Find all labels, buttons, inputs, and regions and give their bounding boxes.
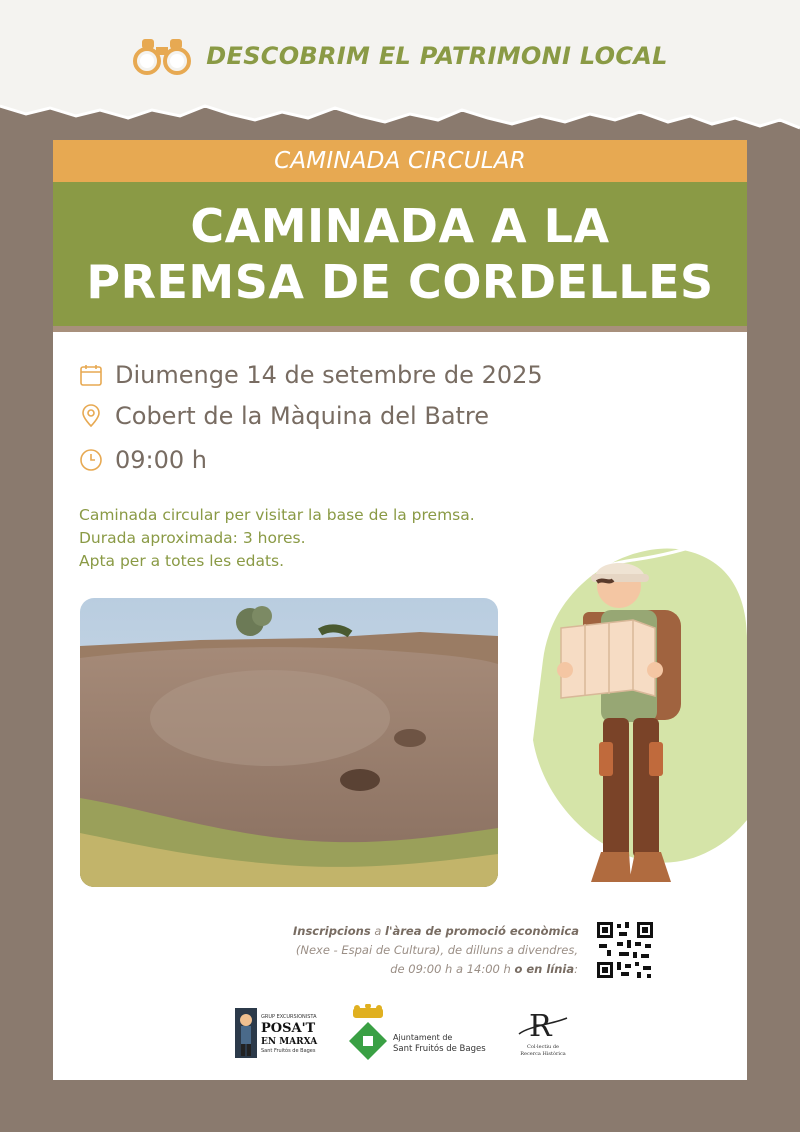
recerca-historica-logo [513,1008,573,1060]
collection-line1: Col·lectiu de [527,1044,559,1050]
registration-colon: : [574,962,578,976]
hiker-illustration [483,520,747,920]
description-line: Caminada circular per visitar la base de la premsa. [79,506,475,524]
date-row [79,361,543,389]
event-title-line2: PREMSA DE CORDELLES [86,255,714,309]
council-line2: Sant Fruitós de Bages [393,1044,486,1054]
registration-mid: a [370,924,386,938]
registration-place: l'àrea de promoció econòmica [385,924,579,938]
event-date: Diumenge 14 de setembre de 2025 [115,361,543,389]
registration-line3 [293,960,578,979]
clock-icon [79,448,103,472]
group-small-text: GRUP EXCURSIONISTA [261,1014,317,1020]
binoculars-icon [132,37,192,75]
location-pin-icon [79,404,103,428]
event-card [53,140,747,1080]
event-title-line1: CAMINADA A LA [190,199,610,253]
header-title: DESCOBRIM EL PATRIMONI LOCAL [206,42,668,70]
group-town: Sant Fruitós de Bages [261,1048,316,1054]
ajuntament-logo [349,1004,499,1064]
group-name-2: EN MARXA [261,1037,318,1047]
registration-hours: de 09:00 h a 14:00 h [390,962,515,976]
svg-text:R: R [529,1009,552,1044]
time-row [79,446,207,474]
calendar-icon [79,363,103,387]
qr-code[interactable] [595,920,655,980]
registration-line2: (Nexe - Espai de Cultura), de dilluns a divendres, [295,943,578,957]
description [79,504,499,573]
location-row [79,402,489,430]
group-name-1: POSA'T [261,1021,316,1036]
title-bar [53,182,747,326]
registration-online: o en línia [514,962,575,976]
collection-line2: Recerca Històrica [520,1051,566,1057]
council-line1: Ajuntament de [393,1033,453,1042]
posat-en-marxa-logo [235,1006,325,1060]
description-line: Apta per a totes les edats. [79,552,285,570]
premsa-photo [80,598,498,887]
divider [53,326,747,332]
registration-info [293,922,578,979]
event-category: CAMINADA CIRCULAR [274,148,526,174]
event-time: 09:00 h [115,446,208,474]
registration-bold: Inscripcions [293,924,371,938]
description-line: Durada aproximada: 3 hores. [79,529,306,547]
registration-line1 [293,922,578,941]
header [0,34,800,78]
category-bar [53,140,747,182]
event-location: Cobert de la Màquina del Batre [115,402,490,430]
